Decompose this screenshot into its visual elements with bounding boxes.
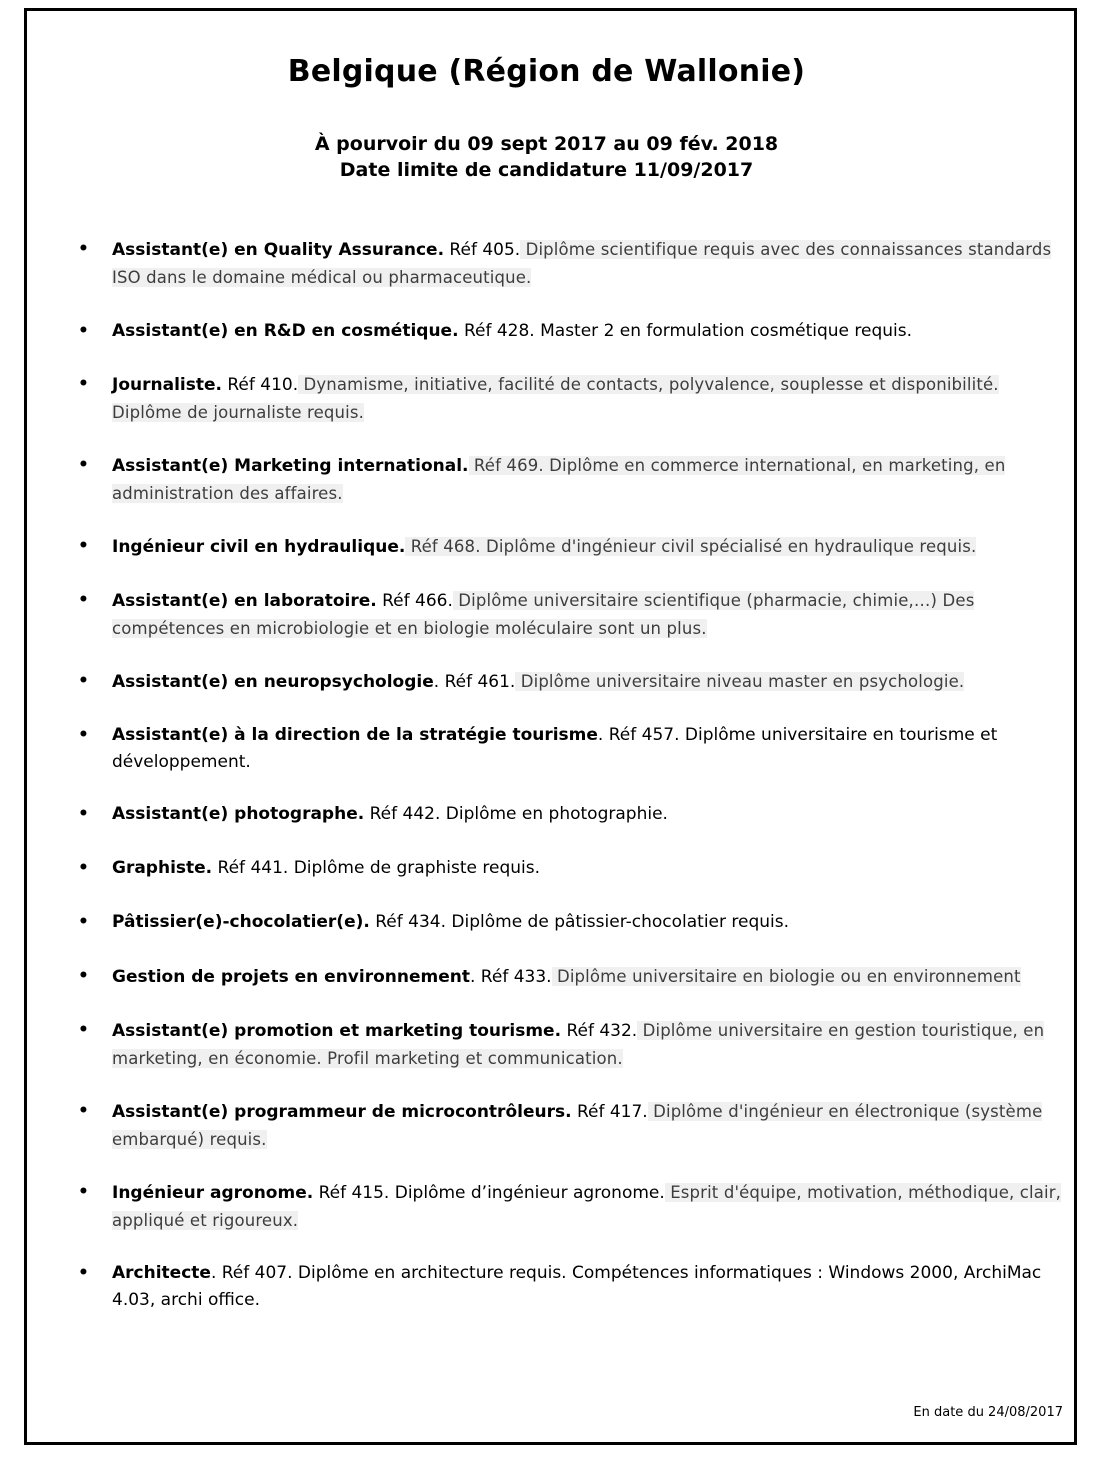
deadline-line: Date limite de candidature 11/09/2017 [339,159,754,181]
list-item [78,1098,1062,1154]
bullet-icon: • [78,374,89,394]
job-title: Assistant(e) en Quality Assurance. [112,240,445,260]
bullet-icon: • [78,804,89,824]
job-description: Diplôme de pâtissier-chocolatier requis. [446,912,790,932]
job-reference: . Réf 461. [433,672,516,692]
list-item [78,587,1062,643]
bullet-icon: • [78,536,89,556]
bullet-icon: • [78,1263,89,1283]
job-title: Gestion de projets en environnement [112,967,470,987]
bullet-icon: • [78,321,89,341]
bullet-icon: • [78,725,89,745]
job-reference: Réf 432. [561,1021,638,1041]
job-title: Ingénieur agronome. [112,1183,314,1203]
bullet-icon: • [78,455,89,475]
job-reference: Réf 442. [364,804,441,824]
job-description: Diplôme en architecture requis. Compétences informatiques : Windows 2000, ArchiMac 4.03, archi office. [112,1263,1042,1310]
job-description: Réf 469. Diplôme en commerce international, en marketing, en administration des affaires. [112,456,1006,503]
job-title: Architecte [112,1263,211,1283]
bullet-icon: • [78,239,89,259]
list-item [78,1179,1062,1235]
list-item [78,855,1062,882]
list-item [78,963,1062,991]
job-description: Diplôme d'ingénieur en électronique (système embarqué) requis. [112,1102,1043,1149]
job-reference: Réf 410. [221,375,299,395]
bullet-icon: • [78,966,89,986]
job-reference: Réf 417. [571,1102,648,1122]
job-title: Assistant(e) promotion et marketing tourisme. [112,1021,562,1041]
job-reference: Réf 405. [444,240,521,260]
bullet-icon: • [78,590,89,610]
job-reference: . Réf 457. [597,725,680,745]
list-item [78,909,1062,936]
job-title: Assistant(e) Marketing international. [112,456,469,476]
job-description: Diplôme universitaire en tourisme et développement. [112,725,998,772]
job-reference: Réf 441. [212,858,289,878]
job-description: Diplôme scientifique requis avec des connaissances standards ISO dans le domaine médical ou pharmaceutique. [112,240,1052,287]
list-item [78,318,1062,345]
job-reference: Réf 434. [369,912,446,932]
list-item [78,1260,1062,1314]
job-description: Esprit d'équipe, motivation, méthodique, clair, appliqué et rigoureux. [112,1183,1062,1230]
list-item [78,1017,1062,1073]
job-description: Master 2 en formulation cosmétique requis. [534,321,913,341]
bullet-icon: • [78,1020,89,1040]
job-title: Assistant(e) en laboratoire. [112,591,377,611]
job-reference: Réf 428. [458,321,535,341]
job-title: Assistant(e) à la direction de la stratégie tourisme [112,725,598,745]
job-reference: Réf 466. [376,591,453,611]
list-item [78,668,1062,696]
job-description: Diplôme universitaire scientifique (pharmacie, chimie,…) Des compétences en microbiologie et en biologie moléculaire sont un plus. [112,591,975,638]
footer-date: En date du 24/08/2017 [913,1405,1063,1420]
list-item [78,722,1062,776]
job-title: Assistant(e) programmeur de microcontrôleurs. [112,1102,572,1122]
job-description: Diplôme universitaire en biologie ou en environnement [551,967,1021,986]
list-item [78,452,1062,508]
page-title: Belgique (Région de Wallonie) [287,54,806,89]
list-item [78,371,1062,427]
job-title: Assistant(e) en neuropsychologie [112,672,434,692]
list-item [78,236,1062,292]
bullet-icon: • [78,671,89,691]
job-title: Assistant(e) photographe. [112,804,365,824]
job-title: Pâtissier(e)-chocolatier(e). [112,912,370,932]
job-reference: . Réf 407. [210,1263,293,1283]
job-description: Diplôme universitaire niveau master en psychologie. [515,672,965,691]
bullet-icon: • [78,858,89,878]
period-line: À pourvoir du 09 sept 2017 au 09 fév. 2018 [314,133,779,155]
bullet-icon: • [78,1101,89,1121]
bullet-icon: • [78,912,89,932]
job-reference: Réf 415. Diplôme d’ingénieur agronome. [313,1183,665,1203]
job-description: Diplôme en photographie. [440,804,668,824]
job-title: Assistant(e) en R&D en cosmétique. [112,321,459,341]
job-description: Diplôme de graphiste requis. [288,858,541,878]
job-description: Dynamisme, initiative, facilité de contacts, polyvalence, souplesse et disponibilité. Diplôme de journaliste requis. [112,375,999,422]
job-description: Réf 468. Diplôme d'ingénieur civil spécialisé en hydraulique requis. [405,537,977,556]
job-title: Graphiste. [112,858,213,878]
list-item [78,801,1062,828]
job-title: Ingénieur civil en hydraulique. [112,537,406,557]
list-item [78,533,1062,561]
job-description: Diplôme universitaire en gestion touristique, en marketing, en économie. Profil marketing et communication. [112,1021,1045,1068]
job-title: Journaliste. [112,375,222,395]
bullet-icon: • [78,1182,89,1202]
job-reference: . Réf 433. [470,967,552,987]
